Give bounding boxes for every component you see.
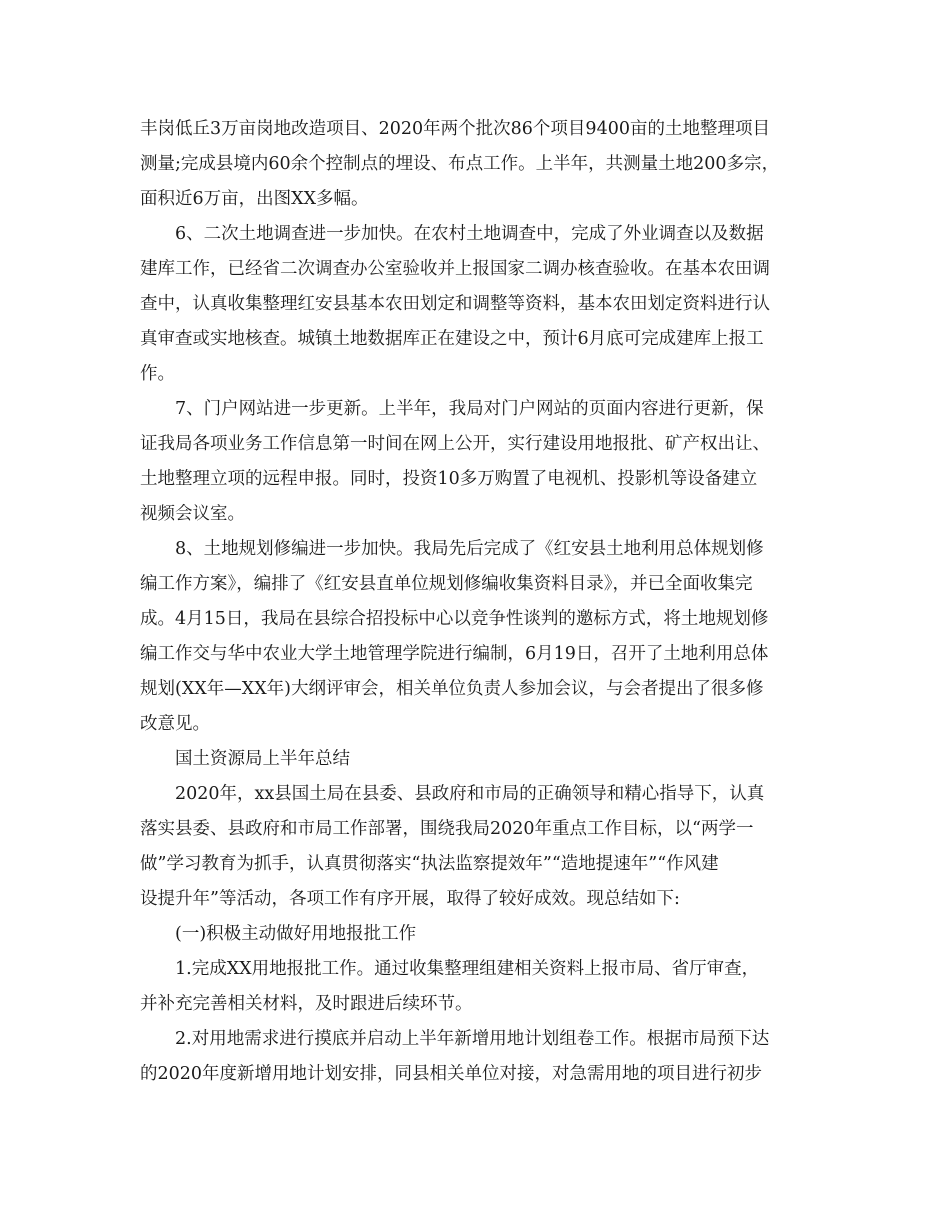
section-heading: 国土资源局上半年总结 <box>175 749 350 769</box>
text-line: 编工作方案》，编排了《红安县直单位规划修编收集资料目录》，并已全面收集完 <box>140 574 753 594</box>
text-line: 设提升年”等活动，各项工作有序开展，取得了较好成效。现总结如下: <box>140 889 680 909</box>
text-line: 真审查或实地核查。城镇土地数据库正在建设之中，预计6月底可完成建库上报工 <box>140 329 764 349</box>
text-line: 作。 <box>140 364 175 384</box>
text-line: 规划(XX年—XX年)大纲评审会，相关单位负责人参加会议，与会者提出了很多修 <box>140 679 764 699</box>
text-line: 视频会议室。 <box>140 504 245 524</box>
text-line: 查中，认真收集整理红安县基本农田划定和调整等资料，基本农田划定资料进行认 <box>140 294 770 314</box>
text-line: 并补充完善相关材料，及时跟进后续环节。 <box>140 994 473 1014</box>
text-line: 证我局各项业务工作信息第一时间在网上公开，实行建设用地报批、矿产权出让、 <box>140 434 770 454</box>
paragraph-8-start: 8、土地规划修编进一步加快。我局先后完成了《红安县土地利用总体规划修 <box>175 539 764 559</box>
text-line: 做”学习教育为抓手，认真贯彻落实“执法监察提效年”“造地提速年”“作风建 <box>140 854 719 874</box>
text-line: 编工作交与华中农业大学土地管理学院进行编制，6月19日，召开了土地利用总体 <box>140 644 769 664</box>
text-line: 丰岗低丘3万亩岗地改造项目、2020年两个批次86个项目9400亩的土地整理项目 <box>140 119 770 139</box>
text-line: 面积近6万亩，出图XX多幅。 <box>140 189 369 209</box>
text-line: 的2020年度新增用地计划安排，同县相关单位对接，对急需用地的项目进行初步 <box>140 1064 763 1084</box>
text-line: 土地整理立项的远程申报。同时，投资10多万购置了电视机、投影机等设备建立 <box>140 469 758 489</box>
paragraph-7-start: 7、门户网站进一步更新。上半年，我局对门户网站的页面内容进行更新，保 <box>175 399 764 419</box>
summary-paragraph-start: 2020年，xx县国土局在县委、县政府和市局的正确领导和精心指导下，认真 <box>175 784 765 804</box>
text-line: 成。4月15日，我局在县综合招投标中心以竞争性谈判的邀标方式，将土地规划修 <box>140 609 769 629</box>
paragraph-6-start: 6、二次土地调查进一步加快。在农村土地调查中，完成了外业调查以及数据 <box>175 224 764 244</box>
text-line: 建库工作，已经省二次调查办公室验收并上报国家二调办核查验收。在基本农田调 <box>140 259 770 279</box>
text-line: 测量;完成县境内60余个控制点的埋设、布点工作。上半年，共测量土地200多宗， <box>140 154 780 174</box>
item-1-start: 1.完成XX用地报批工作。通过收集整理组建相关资料上报市局、省厅审查， <box>175 959 760 979</box>
text-line: 落实县委、县政府和市局工作部署，围绕我局2020年重点工作目标，以“两学一 <box>140 819 754 839</box>
subsection-heading: (一)积极主动做好用地报批工作 <box>175 924 417 944</box>
document-body <box>140 112 830 1092</box>
text-line: 改意见。 <box>140 714 210 734</box>
item-2-start: 2.对用地需求进行摸底并启动上半年新增用地计划组卷工作。根据市局预下达 <box>175 1029 770 1049</box>
